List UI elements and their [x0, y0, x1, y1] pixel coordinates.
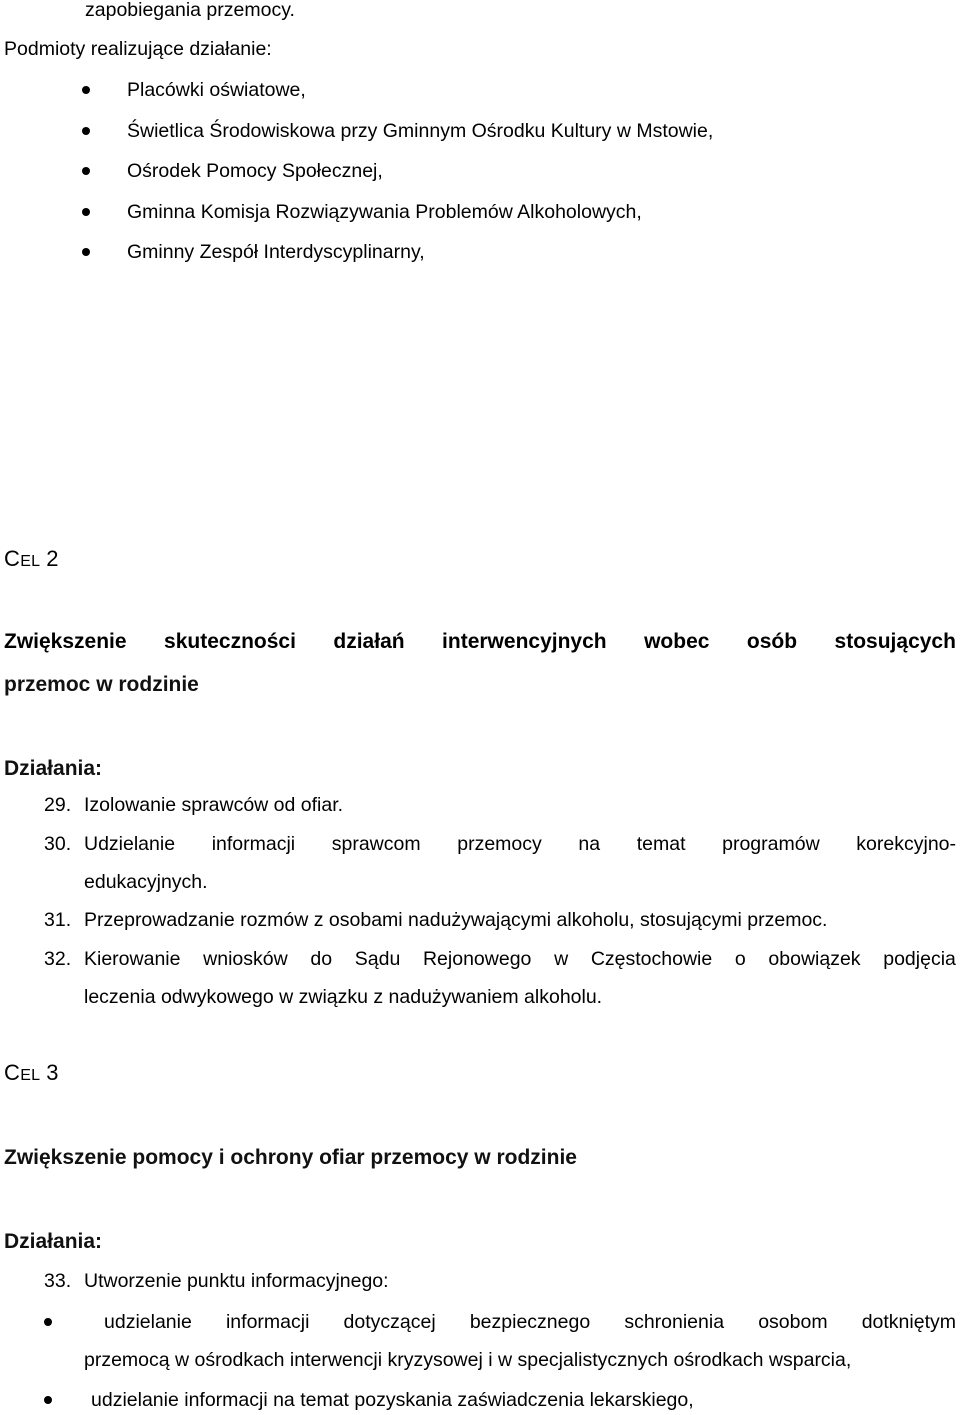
subitem-text: udzielanie informacji na temat pozyskania zaświadczenia lekarskiego, — [91, 1389, 694, 1411]
action-number: 31. — [44, 909, 72, 931]
list-item: Świetlica Środowiskowa przy Gminnym Ośrodku Kultury w Mstowie, — [127, 120, 714, 142]
action-number: 33. — [44, 1270, 72, 1292]
entities-label: Podmioty realizujące działanie: — [4, 38, 272, 60]
continuation-text: zapobiegania przemocy. — [85, 0, 295, 21]
action-text-line-2: leczenia odwykowego w związku z nadużywaniem alkoholu. — [84, 986, 603, 1008]
subitem-line-1: udzielanie informacji dotyczącej bezpiecznego schronienia osobom dotkniętym — [104, 1311, 956, 1333]
action-text: Utworzenie punktu informacyjnego: — [84, 1270, 389, 1292]
action-number: 29. — [44, 794, 72, 816]
list-item: Ośrodek Pomocy Społecznej, — [127, 160, 383, 182]
bullet-icon — [82, 208, 90, 216]
list-item: Gminny Zespół Interdyscyplinarny, — [127, 241, 425, 263]
goal-2-title-line-1: Zwiększenie skuteczności działań interwencyjnych wobec osób stosujących — [4, 630, 956, 653]
action-text-line-1: Udzielanie informacji sprawcom przemocy na temat programów korekcyjno- — [84, 833, 956, 855]
action-text-line-2: edukacyjnych. — [84, 871, 208, 893]
goal-2-label: CEL 2 — [4, 546, 59, 571]
action-number: 32. — [44, 948, 72, 970]
list-item: Placówki oświatowe, — [127, 79, 306, 101]
action-text: Przeprowadzanie rozmów z osobami nadużywającymi alkoholu, stosującymi przemoc. — [84, 909, 828, 931]
action-number: 30. — [44, 833, 72, 855]
goal-3-title: Zwiększenie pomocy i ochrony ofiar przemocy w rodzinie — [4, 1146, 577, 1169]
bullet-icon — [82, 167, 90, 175]
bullet-icon — [44, 1396, 52, 1404]
goal-2-actions-label: Działania: — [4, 757, 103, 780]
bullet-icon — [82, 86, 90, 94]
subitem-line-2: przemocą w ośrodkach interwencji kryzysowej i w specjalistycznych ośrodkach wsparcia, — [84, 1349, 852, 1371]
goal-3-label: CEL 3 — [4, 1060, 59, 1085]
bullet-icon — [44, 1318, 52, 1326]
list-item: Gminna Komisja Rozwiązywania Problemów Alkoholowych, — [127, 201, 642, 223]
goal-2-title-line-2: przemoc w rodzinie — [4, 673, 199, 696]
action-text-line-1: Kierowanie wniosków do Sądu Rejonowego w Częstochowie o obowiązek podjęcia — [84, 948, 956, 970]
goal-3-actions-label: Działania: — [4, 1230, 103, 1253]
bullet-icon — [82, 127, 90, 135]
bullet-icon — [82, 248, 90, 256]
action-text: Izolowanie sprawców od ofiar. — [84, 794, 344, 816]
